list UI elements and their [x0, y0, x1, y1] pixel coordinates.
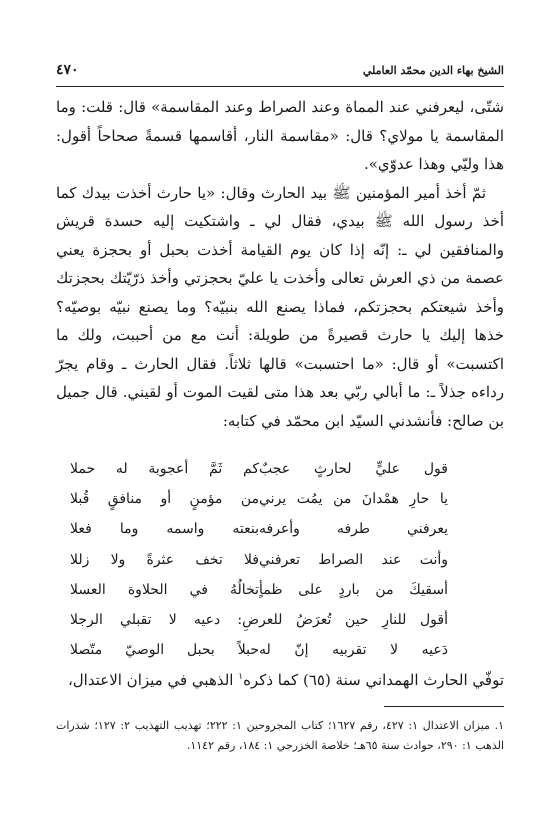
verse-second-hemistich: حبلاً بحبل الوصيّ متّصلا [70, 642, 259, 659]
verse-second-hemistich: بنعته واسمه وما فعلا [70, 521, 259, 538]
verse-first-hemistich: يعرفني طرفه وأعرفه [259, 521, 448, 538]
verse-first-hemistich: أسقيكَ من باردٍ على ظمأٍ [259, 581, 448, 598]
verse [70, 545, 504, 575]
page-header [56, 62, 504, 84]
verse-second-hemistich: ضِ: دعيه لا تقبلي الرجلا [70, 611, 259, 628]
verse [70, 575, 504, 605]
verse-first-hemistich: قول عليٍّ لحارثٍ عجبٌ [259, 461, 448, 477]
verse-second-hemistich: كم ثَمَّ أعجوبة له حملا [70, 461, 259, 477]
verse-first-hemistich: وأنت عند الصراط تعرفني [259, 551, 448, 568]
running-title: الشيخ بهاء الدين محمّد العاملي [362, 64, 504, 77]
verse [70, 454, 504, 484]
verse-first-hemistich: يا حارِ همْدانَ من يمُت يرني [259, 491, 448, 508]
verse-second-hemistich: فلا تخف عثرةً ولا زللا [70, 551, 259, 568]
verse [70, 605, 504, 635]
header-rule [56, 86, 504, 87]
poem [70, 454, 504, 665]
verse [70, 484, 504, 514]
page-number: ٤٧٠ [56, 62, 79, 78]
footnote-mark[interactable]: ١ [238, 672, 244, 682]
closing-text-end: الذهبي في ميزان الاعتدال، [67, 671, 239, 689]
footnote-rule [384, 706, 504, 707]
verse-second-hemistich: من مؤمنٍ أو منافقٍ قُبلا [70, 491, 259, 508]
verse-first-hemistich: أقول للنارِ حين تُعرَضُ للعر [259, 611, 448, 628]
paragraph: شتّى، ليعرفني عند المماة وعند الصراط وعند المقاسمة» قال: قلت: وما المقاسمة يا مولاي؟ قال: «مقاسمة النار، أقاسمها قسمةً صحاحاً أقول: هذا وليّي وهذا عدوّي». [56, 98, 504, 173]
verse-second-hemistich: تخالُهُ في الحلاوة العسلا [70, 581, 259, 598]
paragraph: ثمّ أخذ أمير المؤمنين ﷺ بيد الحارث وقال: «يا حارث أخذت بيدك كما أخذ رسول الله ﷺ بيدي، فقال لي ـ واشتكيت إليه حسدة قريش والمنافقين لي ـ: إنّه إذا كان يوم القيامة أخذت بحبل أو بحجزة يعني عصمة من ذي العرش تعالى وأخذت يا عليّ بحجزتي وأخذ ذرّيّتك بحجزتك وأخذ شيعتكم بحجزتكم، فماذا يصنع الله بنبيّه؟ وما يصنع نبيّه بوصيّه؟ خذها إليك يا حارث قصيرةً من طويلة: أنت مع من أحببت، ولك ما اكتسبت» أو قال: «ما احتسبت» قالها ثلاثاً. فقال الحارث ـ وقام يجرّ رداءه جذلاً ـ: ما أبالي ربّي بعد هذا متى لقيت الموت أو لقيني. قال جميل بن صالح: فأنشدني السيّد ابن محمّد في كتابه: [56, 183, 504, 430]
closing-line [56, 663, 504, 694]
verse-first-hemistich: دَعيه لا تقربيه إنّ له [259, 642, 448, 659]
verse [70, 514, 504, 544]
closing-text-start: توفّي الحارث الهمداني سنة (٦٥) كما ذكره [243, 671, 504, 689]
main-text [56, 93, 504, 435]
verse [70, 635, 504, 665]
footnote: ١. ميزان الاعتدال ١: ٤٢٧، رقم ١٦٢٧؛ كتاب المجروحين ١: ٢٢٢؛ تهذيب التهذيب ٢: ١٢٧؛ شذرات الذهب ١: ٢٩٠، حوادث سنة ٦٥هـ؛ خلاصة الخزرجي ١: ١٨٤، رقم ١١٤٢. [56, 719, 505, 752]
